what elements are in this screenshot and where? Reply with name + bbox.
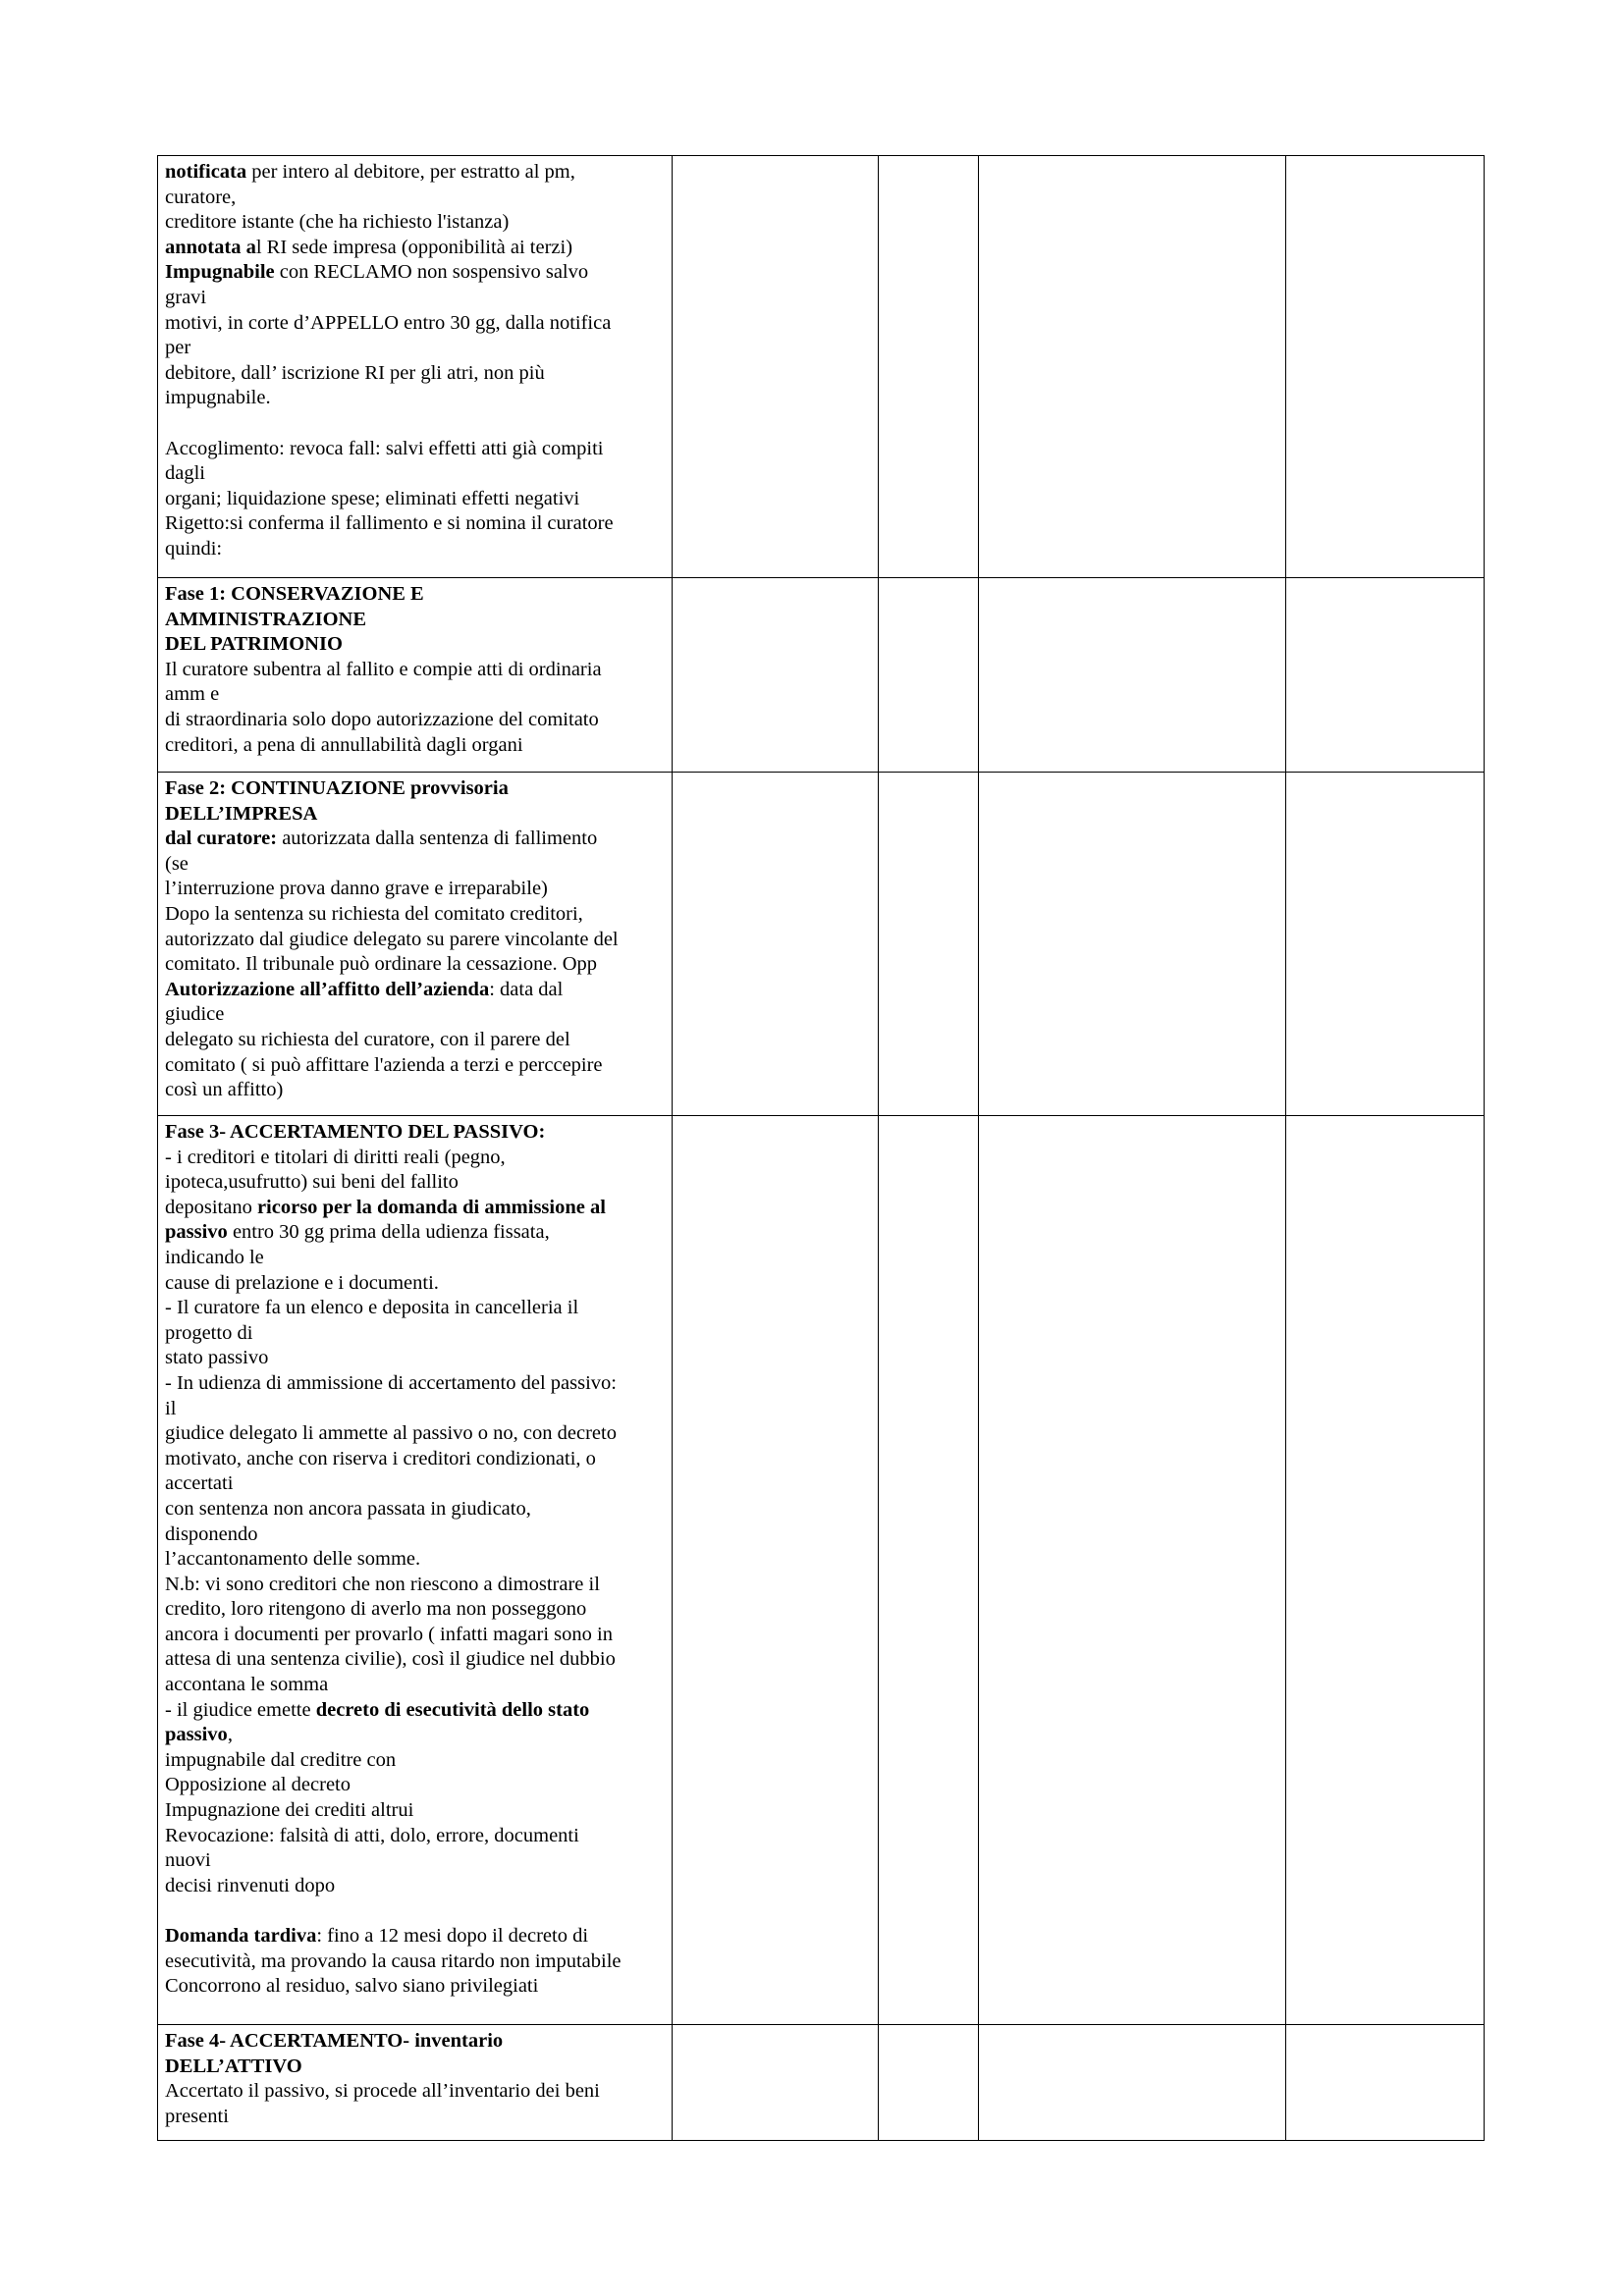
text-run: debitore, dall’ iscrizione RI per gli atri, non più [165,361,545,384]
text-line [165,1471,666,1497]
text-run: giudice [165,1003,225,1026]
empty-cell [673,2025,879,2141]
empty-cell [979,156,1286,578]
text-line [165,1421,666,1447]
text-line [165,1798,666,1824]
text-run: Accertato il passivo, si procede all’inventario dei beni [165,2080,600,2103]
text-run: progetto di [165,1321,253,1344]
text-run: N.b: vi sono creditori che non riescono a dimostrare il [165,1573,600,1595]
text-line [165,1120,666,1146]
text-line [165,1698,666,1724]
text-run: dagli [165,462,205,485]
empty-cell [979,773,1286,1116]
text-line [165,682,666,708]
text-line [165,1573,666,1598]
text-line [165,1848,666,1874]
text-line [165,537,666,562]
text-run: comitato ( si può affittare l'azienda a terzi e perccepire [165,1053,603,1076]
text-cell [158,578,673,773]
text-line [165,1346,666,1371]
text-line [165,2029,666,2055]
text-line [165,1974,666,2000]
text-line [165,1874,666,1899]
empty-cell [673,773,879,1116]
text-run: accontana le somma [165,1674,329,1696]
text-line [165,2079,666,2105]
text-run: motivato, anche con riserva i creditori condizionati, o [165,1447,596,1469]
text-run: quindi: [165,537,223,560]
text-run: l’interruzione prova danno grave e irreparabile) [165,878,548,900]
text-line [165,1271,666,1297]
empty-cell [979,578,1286,773]
text-run: Dopo la sentenza su richiesta del comitato creditori, [165,902,583,925]
text-line [165,733,666,759]
text-line [165,1773,666,1798]
text-line [165,1296,666,1321]
text-line [165,802,666,828]
text-line [165,632,666,658]
table-row [158,2025,1485,2141]
text-run: Impugnazione dei crediti altrui [165,1799,414,1822]
text-cell [158,773,673,1116]
text-run: creditori, a pena di annullabilità dagli organi [165,733,523,756]
text-run: gravi [165,286,207,308]
text-run: , [227,1724,233,1746]
text-line [165,1246,666,1271]
bold-text: ricorso per la domanda di ammissione al [256,1196,606,1218]
procedure-table [157,155,1485,2141]
text-line [165,1723,666,1748]
text-run: cause di prelazione e i documenti. [165,1271,439,1294]
text-line [165,1748,666,1774]
empty-cell [879,773,979,1116]
empty-cell [1286,773,1485,1116]
bold-text: Fase 4- ACCERTAMENTO- inventario [165,2030,504,2052]
text-line [165,1028,666,1053]
text-line [165,952,666,978]
text-run: Rigetto:si conferma il fallimento e si nomina il curatore [165,512,614,535]
text-line [165,1397,666,1422]
bold-text: passivo [165,1221,228,1244]
text-run: - il giudice emette [165,1698,316,1721]
text-line [165,608,666,633]
text-line [165,1196,666,1221]
text-run: esecutività, ma provando la causa ritardo non imputabile [165,1949,622,1972]
text-run: l’accantonamento delle somme. [165,1548,421,1571]
text-run: con RECLAMO non sospensivo salvo [274,261,589,284]
text-run: - Il curatore fa un elenco e deposita in cancelleria il [165,1297,579,1319]
text-line [165,386,666,411]
text-line [165,582,666,608]
text-line [165,286,666,311]
text-cell [158,156,673,578]
text-run: Il curatore subentra al fallito e compie atti di ordinaria [165,658,602,680]
table-row [158,773,1485,1116]
text-run: nuovi [165,1849,211,1872]
text-line [165,978,666,1003]
text-run: per intero al debitore, per estratto al pm, [246,161,575,183]
empty-cell [979,1116,1286,2025]
empty-cell [879,1116,979,2025]
empty-cell [673,156,879,578]
text-run: motivi, in corte d’APPELLO entro 30 gg, dalla notifica [165,311,612,334]
bold-text: passivo [165,1724,228,1746]
text-line [165,1824,666,1849]
text-run: giudice delegato li ammette al passivo o no, con decreto [165,1422,617,1445]
bold-text: annotata a [165,236,256,258]
text-run: - In udienza di ammissione di accertamento del passivo: [165,1371,617,1394]
text-line [165,487,666,512]
text-run: entro 30 gg prima della udienza fissata, [227,1221,550,1244]
empty-cell [879,578,979,773]
text-run: ipoteca,usufrutto) sui beni del fallito [165,1171,459,1194]
text-line [165,411,666,437]
text-line [165,1371,666,1397]
text-run: così un affitto) [165,1079,284,1101]
text-run: autorizzato dal giudice delegato su parere vincolante del [165,928,619,950]
empty-cell [1286,1116,1485,2025]
text-run: : data dal [489,978,564,1000]
bold-text: DELL’IMPRESA [165,802,318,825]
text-run: Revocazione: falsità di atti, dolo, errore, documenti [165,1824,579,1846]
empty-cell [1286,156,1485,578]
text-run: (se [165,852,189,875]
text-line [165,902,666,928]
text-run: Opposizione al decreto [165,1774,351,1796]
text-line [165,877,666,902]
text-run: : fino a 12 mesi dopo il decreto di [316,1925,589,1947]
text-line [165,2105,666,2130]
bold-text: Impugnabile [165,261,275,284]
text-line [165,1547,666,1573]
empty-cell [979,2025,1286,2141]
empty-cell [879,2025,979,2141]
text-line [165,1497,666,1522]
text-run: impugnabile dal creditre con [165,1748,397,1771]
text-line [165,658,666,683]
text-cell [158,1116,673,2025]
text-line [165,1673,666,1698]
text-line [165,186,666,211]
text-line [165,928,666,953]
text-run: delegato su richiesta del curatore, con il parere del [165,1028,570,1050]
text-line [165,1949,666,1975]
text-line [165,210,666,236]
text-run: accertati [165,1472,234,1495]
bold-text: notificata [165,161,247,183]
text-run: organi; liquidazione spese; eliminati effetti negativi [165,487,580,509]
empty-cell [673,1116,879,2025]
bold-text: Domanda tardiva [165,1925,317,1947]
text-run: depositano [165,1196,257,1218]
empty-cell [673,578,879,773]
bold-text: Fase 3- ACCERTAMENTO DEL PASSIVO: [165,1121,546,1143]
table-row [158,156,1485,578]
text-run: per [165,337,191,359]
bold-text: dal curatore: [165,828,278,850]
text-line [165,1170,666,1196]
text-run: attesa di una sentenza civilie), così il giudice nel dubbio [165,1648,616,1671]
text-line [165,1647,666,1673]
text-run: l RI sede impresa (opponibilità ai terzi) [255,236,573,258]
empty-cell [1286,2025,1485,2141]
text-line [165,1002,666,1028]
bold-text: AMMINISTRAZIONE [165,608,367,630]
text-run: di straordinaria solo dopo autorizzazione del comitato [165,708,599,730]
text-run: disponendo [165,1522,258,1545]
text-run: decisi rinvenuti dopo [165,1874,336,1896]
text-line [165,361,666,387]
text-line [165,852,666,878]
text-line [165,1924,666,1949]
table-row [158,578,1485,773]
text-run: con sentenza non ancora passata in giudicato, [165,1497,531,1520]
text-line [165,1220,666,1246]
text-run: stato passivo [165,1347,269,1369]
text-run: il [165,1397,177,1419]
text-line [165,1078,666,1103]
text-line [165,1321,666,1347]
bold-text: Fase 2: CONTINUAZIONE provvisoria [165,777,509,799]
text-run: - i creditori e titolari di diritti reali (pegno, [165,1146,506,1168]
text-run: credito, loro ritengono di averlo ma non posseggono [165,1598,587,1621]
text-line [165,236,666,261]
text-line [165,311,666,337]
text-run: curatore, [165,186,237,208]
text-run: Concorrono al residuo, salvo siano privilegiati [165,1975,539,1998]
text-line [165,2055,666,2080]
text-run: autorizzata dalla sentenza di fallimento [277,828,598,850]
text-run: indicando le [165,1246,264,1268]
text-run: Accoglimento: revoca fall: salvi effetti atti già compiti [165,437,604,459]
text-line [165,1146,666,1171]
bold-text: Autorizzazione all’affitto dell’azienda [165,978,490,1000]
text-line [165,336,666,361]
text-run: amm e [165,683,220,706]
text-line [165,708,666,733]
text-line [165,1623,666,1648]
empty-cell [879,156,979,578]
bold-text: DELL’ATTIVO [165,2055,302,2077]
bold-text: DEL PATRIMONIO [165,633,343,656]
text-run: ancora i documenti per provarlo ( infatti magari sono in [165,1623,613,1645]
text-line [165,1053,666,1079]
text-run: impugnabile. [165,387,271,409]
text-cell [158,2025,673,2141]
table-row [158,1116,1485,2025]
text-line [165,437,666,462]
text-line [165,1898,666,1924]
text-run: presenti [165,2105,229,2127]
text-line [165,827,666,852]
text-line [165,461,666,487]
text-line [165,160,666,186]
text-line [165,1522,666,1548]
text-line [165,260,666,286]
bold-text: decreto di esecutività dello stato [315,1698,590,1721]
bold-text: Fase 1: CONSERVAZIONE E [165,583,424,605]
empty-cell [1286,578,1485,773]
text-line [165,511,666,537]
text-run: comitato. Il tribunale può ordinare la cessazione. Opp [165,953,598,976]
text-line [165,776,666,802]
text-line [165,1597,666,1623]
text-line [165,1447,666,1472]
text-run: creditore istante (che ha richiesto l'istanza) [165,211,510,234]
